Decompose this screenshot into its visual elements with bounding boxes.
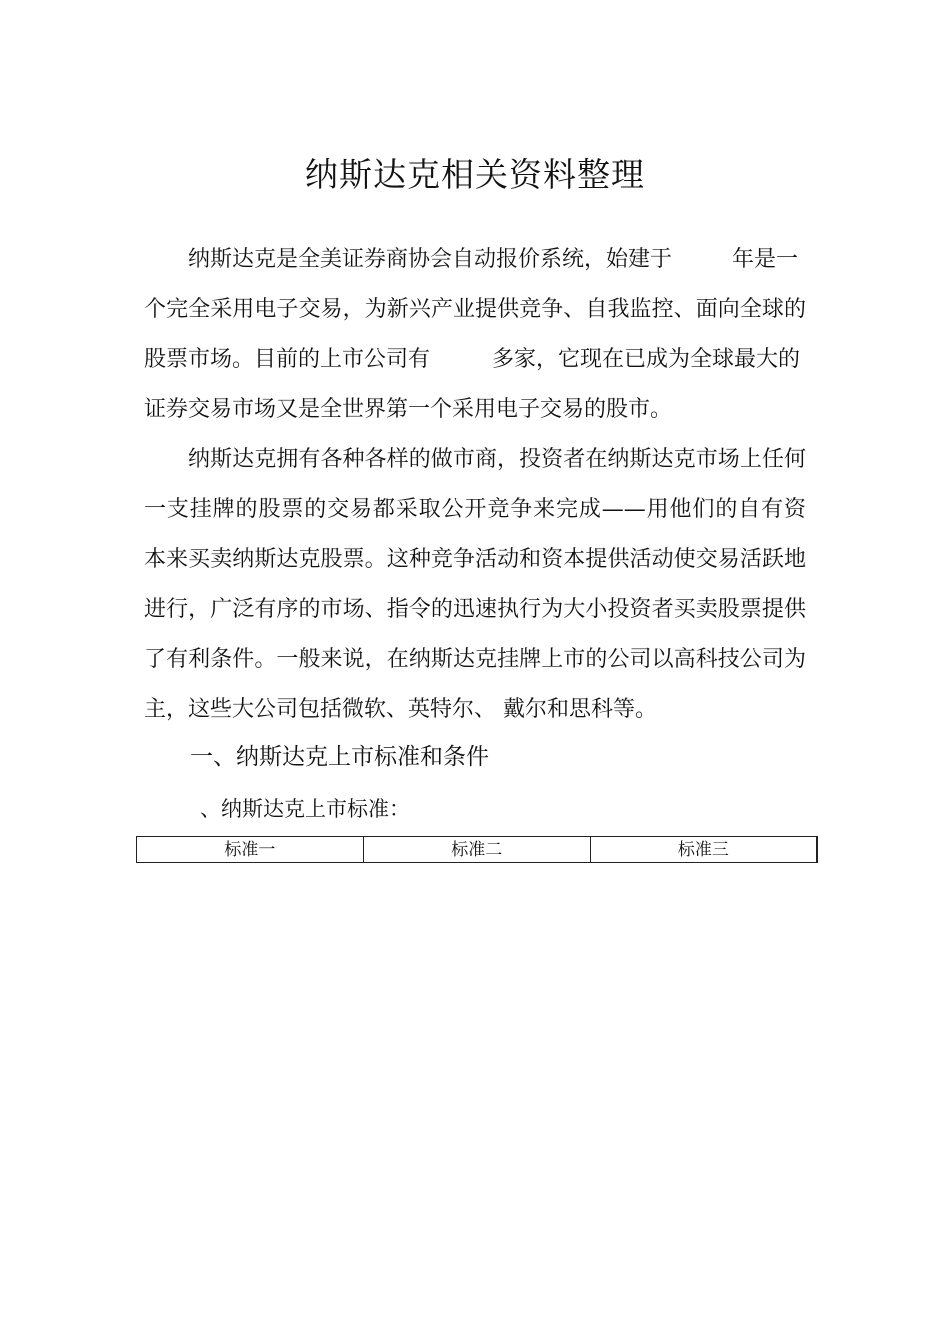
table-header-cell: 标准三 bbox=[590, 837, 817, 863]
paragraph-text: 年是一 bbox=[732, 247, 799, 272]
paragraph-1-line-1 bbox=[188, 245, 806, 275]
table-header-cell: 标准一 bbox=[137, 837, 364, 863]
paragraph-2-line-5: 了有利条件。一般来说，在纳斯达克挂牌上市的公司以高科技公司为 bbox=[144, 647, 806, 672]
paragraph-text: 股票市场。目前的上市公司有 bbox=[144, 347, 431, 372]
paragraph-1-line-4: 证券交易市场又是全世界第一个采用电子交易的股市。 bbox=[144, 397, 673, 422]
paragraph-2-line-2: 一支挂牌的股票的交易都采取公开竞争来完成——用他们的自有资 bbox=[144, 497, 806, 522]
paragraph-2-line-4: 进行，广泛有序的市场、指令的迅速执行为大小投资者买卖股票提供 bbox=[144, 597, 806, 622]
paragraph-2-line-3: 本来买卖纳斯达克股票。这种竞争活动和资本提供活动使交易活跃地 bbox=[144, 547, 806, 572]
table-header-cell: 标准二 bbox=[363, 837, 590, 863]
paragraph-2-line-6: 主，这些大公司包括微软、英特尔、 戴尔和思科等。 bbox=[144, 697, 657, 722]
subsection-heading: 、纳斯达克上市标准： bbox=[200, 797, 410, 821]
paragraph-text: 纳斯达克是全美证券商协会自动报价系统，始建于 bbox=[188, 247, 673, 272]
paragraph-1-line-3 bbox=[144, 345, 806, 375]
section-heading: 一、纳斯达克上市标准和条件 bbox=[190, 744, 489, 770]
document-title: 纳斯达克相关资料整理 bbox=[305, 155, 645, 194]
paragraph-1-line-2: 个完全采用电子交易，为新兴产业提供竞争、自我监控、面向全球的 bbox=[144, 297, 806, 322]
standards-table bbox=[136, 836, 818, 863]
paragraph-text: 多家，它现在已成为全球最大的 bbox=[492, 347, 801, 372]
paragraph-2-line-1: 纳斯达克拥有各种各样的做市商，投资者在纳斯达克市场上任何 bbox=[188, 447, 806, 472]
table-header-row bbox=[137, 837, 818, 863]
